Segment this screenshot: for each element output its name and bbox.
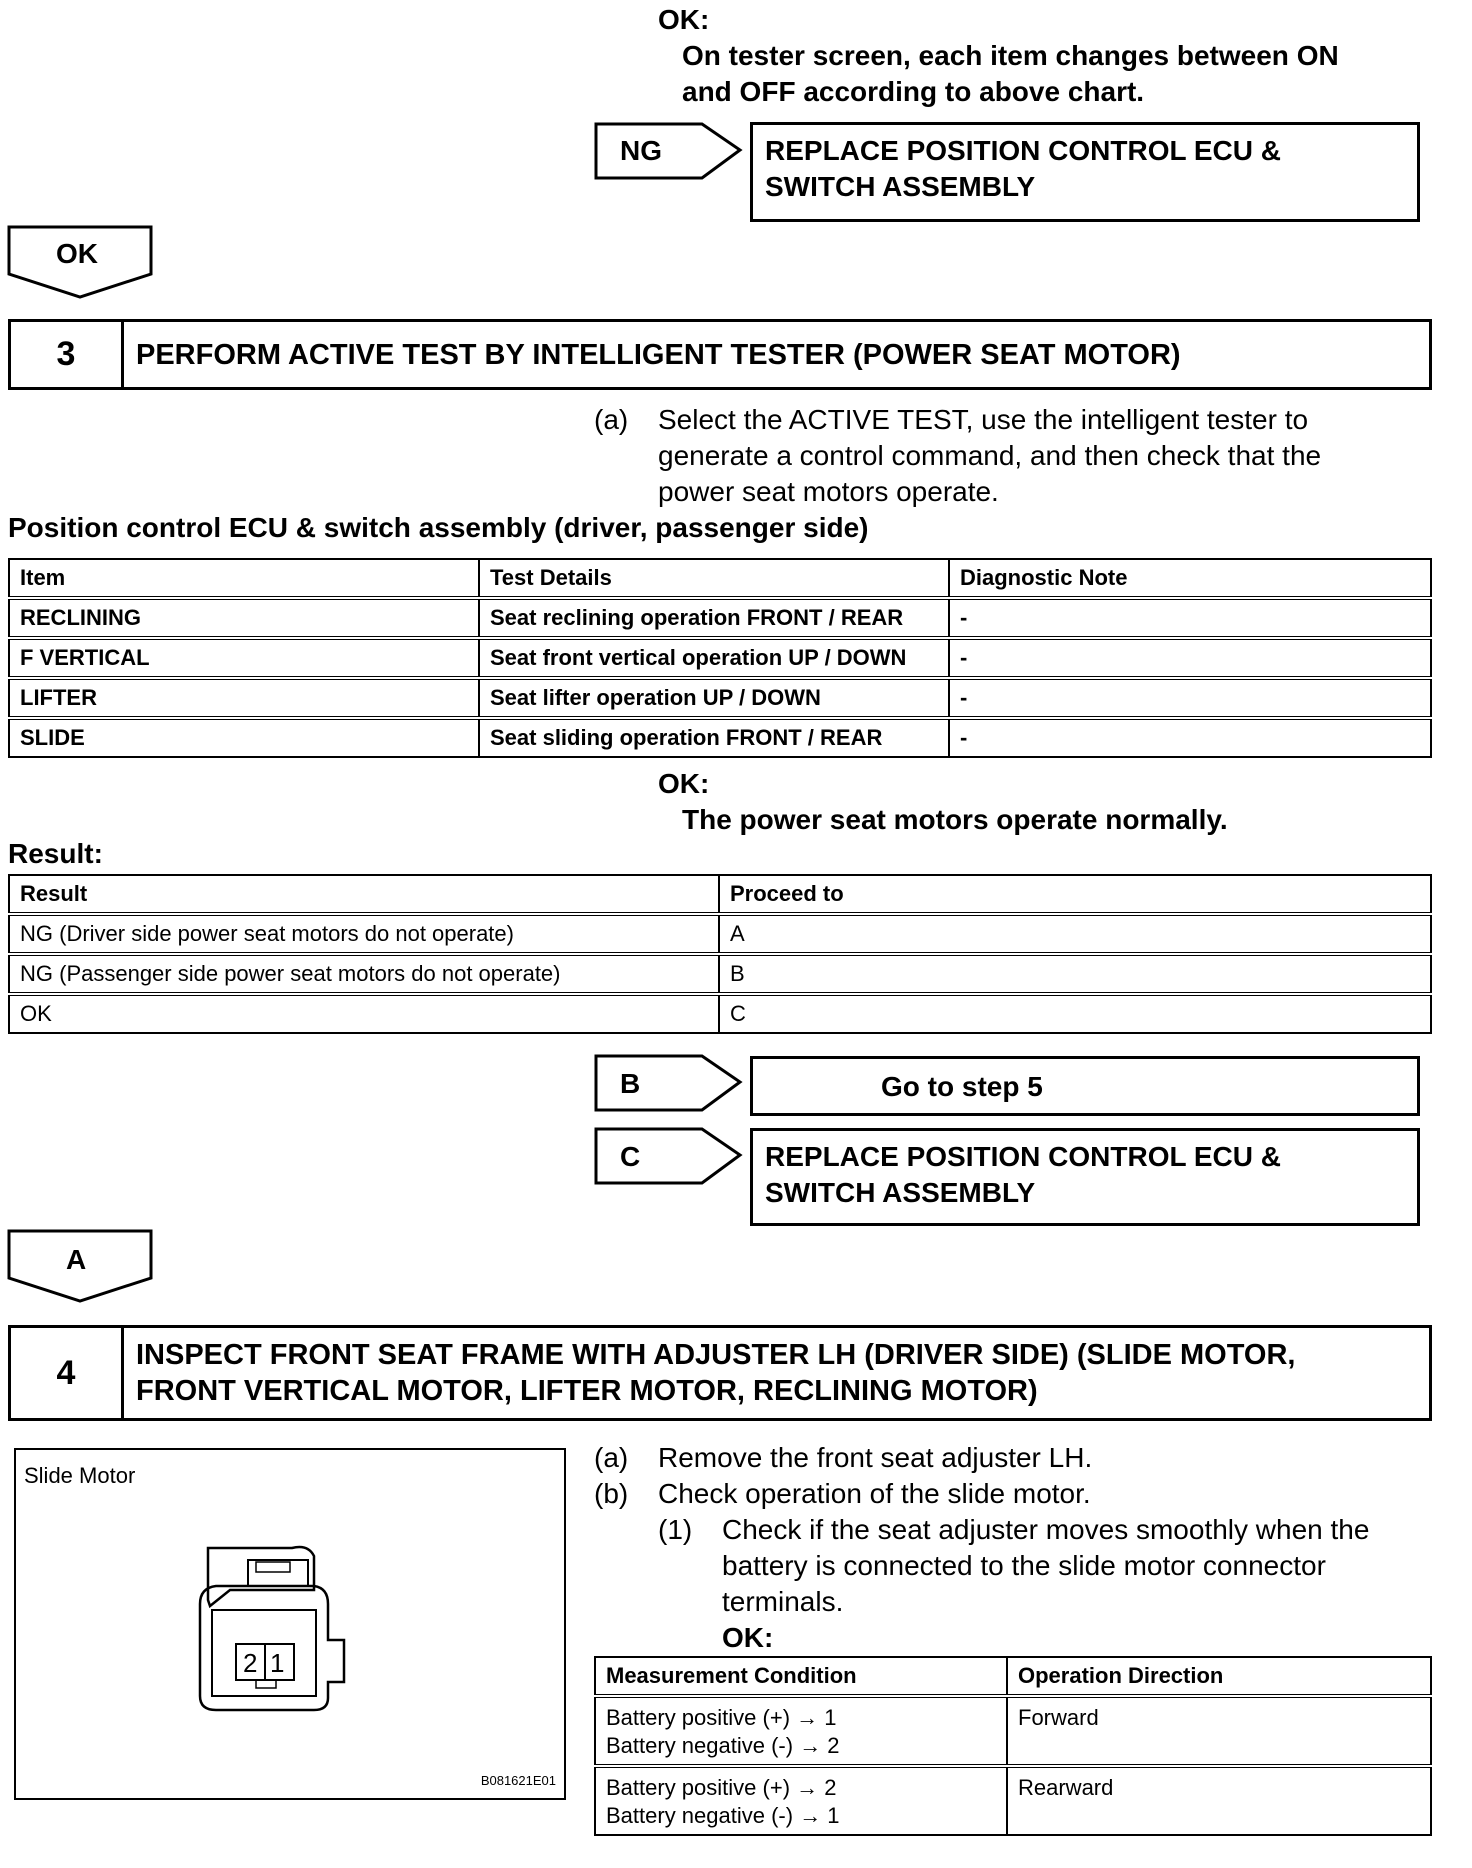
condition-line: Battery negative (-) → 2 xyxy=(606,1733,840,1758)
table-cell: - xyxy=(949,638,1431,678)
ok-label: OK: xyxy=(658,4,710,35)
table-header-row xyxy=(9,559,1431,598)
table-row xyxy=(9,954,1431,994)
step3-ok-label: OK: xyxy=(658,768,710,799)
condition-line: Battery positive (+) → 1 xyxy=(606,1705,837,1730)
step3-a-line3: power seat motors operate. xyxy=(658,476,999,507)
condition-line: Battery negative (-) → 1 xyxy=(606,1803,840,1828)
result-caption: Result: xyxy=(8,838,103,869)
ng-tag-label: NG xyxy=(620,135,662,166)
table-cell: C xyxy=(719,994,1431,1033)
c-result-line2: SWITCH ASSEMBLY xyxy=(765,1177,1036,1208)
result-table xyxy=(8,874,1432,1034)
step3-title: PERFORM ACTIVE TEST BY INTELLIGENT TESTER (POWER SEAT MOTOR) xyxy=(136,338,1181,371)
table-row xyxy=(9,638,1431,678)
header-cell: Test Details xyxy=(479,559,949,598)
step4-ok-label: OK: xyxy=(722,1622,774,1653)
c-result-box xyxy=(750,1128,1420,1226)
step3-a-line1: Select the ACTIVE TEST, use the intelligent tester to xyxy=(658,404,1309,435)
step4-sub1-line2: battery is connected to the slide motor connector xyxy=(722,1550,1326,1581)
header-cell: Proceed to xyxy=(719,875,1431,914)
slide-motor-figure xyxy=(14,1448,566,1800)
step4-b-text: Check operation of the slide motor. xyxy=(658,1478,1091,1509)
a-chevron-label: A xyxy=(66,1244,87,1275)
step3-a-marker: (a) xyxy=(594,404,629,435)
table-cell: Seat reclining operation FRONT / REAR xyxy=(479,598,949,638)
table-header-row xyxy=(595,1657,1431,1696)
step3-ok-text: The power seat motors operate normally. xyxy=(682,804,1228,835)
slide-motor-table xyxy=(594,1656,1432,1836)
table-row xyxy=(595,1696,1431,1766)
ng-result-line2: SWITCH ASSEMBLY xyxy=(765,171,1036,202)
pin-1-label: 1 xyxy=(270,1648,285,1678)
ok-text-line2: and OFF according to above chart. xyxy=(682,76,1145,107)
header-cell: Operation Direction xyxy=(1007,1657,1431,1696)
table-cell: NG (Passenger side power seat motors do not operate) xyxy=(9,954,719,994)
b-result-text: Go to step 5 xyxy=(881,1071,1043,1102)
table-cell: Seat front vertical operation UP / DOWN xyxy=(479,638,949,678)
connector-icon xyxy=(196,1540,386,1720)
header-cell: Measurement Condition xyxy=(595,1657,1007,1696)
table-row xyxy=(595,1766,1431,1835)
header-cell: Diagnostic Note xyxy=(949,559,1431,598)
table-cell: B xyxy=(719,954,1431,994)
table-cell: OK xyxy=(9,994,719,1033)
table-cell: RECLINING xyxy=(9,598,479,638)
b-tag-arrow xyxy=(594,1054,744,1114)
step4-number: 4 xyxy=(11,1328,124,1418)
step4-a-text: Remove the front seat adjuster LH. xyxy=(658,1442,1093,1473)
table-cell: Seat sliding operation FRONT / REAR xyxy=(479,718,949,757)
table-cell: Rearward xyxy=(1007,1766,1431,1835)
step4-a-marker: (a) xyxy=(594,1442,629,1473)
step3-a-line2: generate a control command, and then check that the xyxy=(658,440,1322,471)
header-cell: Result xyxy=(9,875,719,914)
step3-number: 3 xyxy=(11,322,124,387)
table-cell: - xyxy=(949,678,1431,718)
step4-sub1-line3: terminals. xyxy=(722,1586,844,1617)
ng-result-box xyxy=(750,122,1420,222)
table-cell: A xyxy=(719,914,1431,954)
figure-label: Slide Motor xyxy=(24,1463,136,1488)
step4-title-line1: INSPECT FRONT SEAT FRAME WITH ADJUSTER LH (DRIVER SIDE) (SLIDE MOTOR, xyxy=(136,1339,1296,1371)
ng-result-line1: REPLACE POSITION CONTROL ECU & xyxy=(765,135,1281,166)
table-cell: LIFTER xyxy=(9,678,479,718)
step4-title-line2: FRONT VERTICAL MOTOR, LIFTER MOTOR, RECLINING MOTOR) xyxy=(136,1375,1038,1407)
step3-header xyxy=(8,319,1432,390)
header-cell: Item xyxy=(9,559,479,598)
step4-sub1-line1: Check if the seat adjuster moves smoothly when the xyxy=(722,1514,1370,1545)
ok-chevron-label: OK xyxy=(56,238,98,269)
table-header-row xyxy=(9,875,1431,914)
c-tag-arrow xyxy=(594,1127,744,1187)
step4-b-marker: (b) xyxy=(594,1478,629,1509)
table-cell xyxy=(595,1766,1007,1835)
table-cell: Seat lifter operation UP / DOWN xyxy=(479,678,949,718)
step4-title xyxy=(124,1328,1429,1418)
ok-text-line1: On tester screen, each item changes between ON xyxy=(682,40,1339,71)
table-cell: NG (Driver side power seat motors do not operate) xyxy=(9,914,719,954)
table-cell xyxy=(595,1696,1007,1766)
c-tag-label: C xyxy=(620,1141,641,1172)
table-cell: - xyxy=(949,598,1431,638)
table-cell: SLIDE xyxy=(9,718,479,757)
step4-header xyxy=(8,1325,1432,1421)
active-test-table-caption: Position control ECU & switch assembly (driver, passenger side) xyxy=(8,512,869,543)
c-result-line1: REPLACE POSITION CONTROL ECU & xyxy=(765,1141,1281,1172)
ng-tag-arrow xyxy=(594,122,744,182)
active-test-table xyxy=(8,558,1432,758)
pin-2-label: 2 xyxy=(243,1648,258,1678)
table-cell: Forward xyxy=(1007,1696,1431,1766)
table-row xyxy=(9,598,1431,638)
step4-sub1-marker: (1) xyxy=(658,1514,693,1545)
table-row xyxy=(9,718,1431,757)
table-cell: - xyxy=(949,718,1431,757)
table-row xyxy=(9,678,1431,718)
table-cell: F VERTICAL xyxy=(9,638,479,678)
b-tag-label: B xyxy=(620,1068,641,1099)
figure-code: B081621E01 xyxy=(480,1773,556,1788)
table-row xyxy=(9,914,1431,954)
b-result-box xyxy=(750,1056,1420,1116)
condition-line: Battery positive (+) → 2 xyxy=(606,1775,837,1800)
table-row xyxy=(9,994,1431,1033)
